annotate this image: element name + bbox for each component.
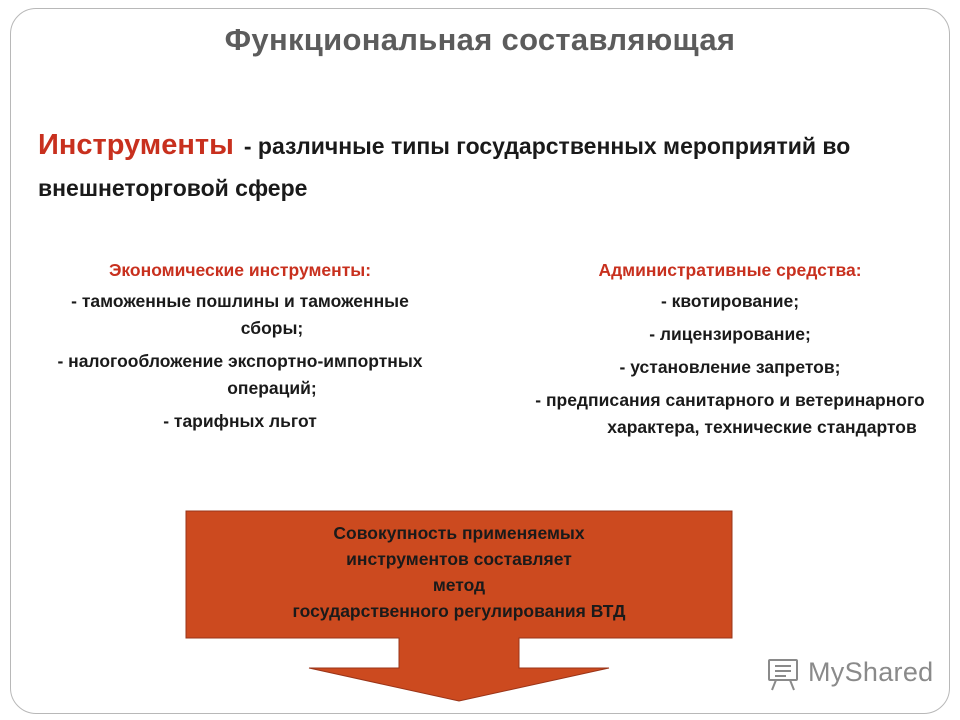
presentation-board-icon	[769, 660, 797, 690]
arrow-callout-text	[185, 520, 733, 624]
definition-term: Инструменты	[38, 129, 234, 161]
economic-item: - налогообложение экспортно-импортных операций;	[57, 351, 423, 398]
watermark-text: MyShared	[808, 657, 934, 687]
administrative-means-column	[515, 255, 945, 447]
economic-instruments-heading: Экономические инструменты:	[108, 260, 372, 280]
arrow-line: государственного регулирования ВТД	[292, 601, 626, 621]
arrow-line: Совокупность применяемых	[333, 523, 585, 543]
economic-instruments-column	[40, 255, 440, 441]
administrative-item: - установление запретов;	[619, 357, 841, 377]
definition-text: - различные типы государственных мероприятий во внешнеторговой сфере	[38, 133, 851, 201]
administrative-item: - предписания санитарного и ветеринарного характера, технические стандартов	[535, 390, 925, 437]
administrative-item: - лицензирование;	[649, 324, 811, 344]
economic-item: - таможенные пошлины и таможенные сборы;	[71, 291, 409, 338]
administrative-means-heading: Административные средства:	[598, 260, 862, 280]
slide-title: Функциональная составляющая	[224, 22, 736, 57]
economic-item: - тарифных льгот	[163, 411, 317, 431]
arrow-line: метод	[432, 575, 486, 595]
definition-block	[38, 124, 918, 209]
administrative-item: - квотирование;	[660, 291, 800, 311]
arrow-line: инструментов составляет	[346, 549, 572, 569]
